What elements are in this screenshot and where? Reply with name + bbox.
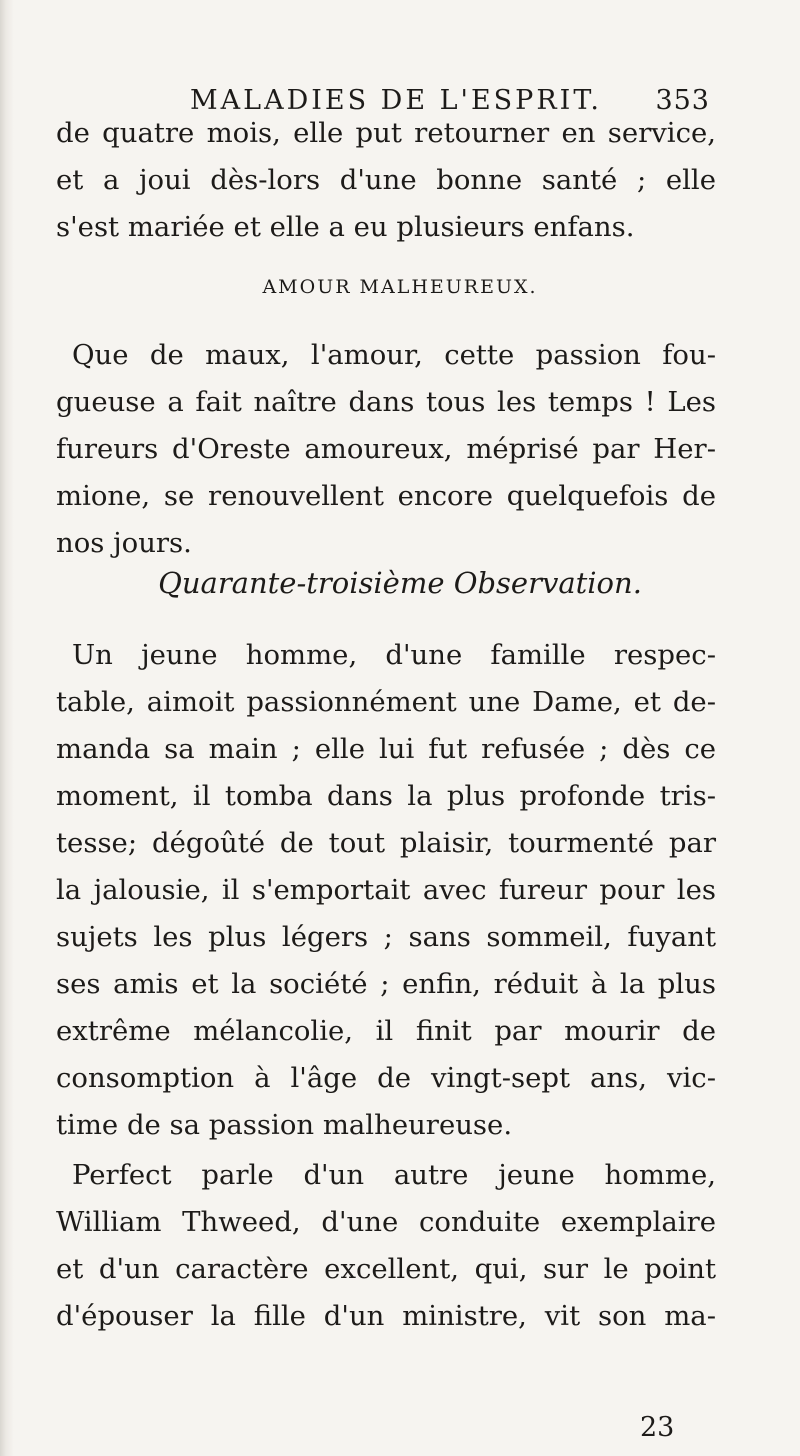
text-line: Que de maux, l'amour, cette passion fou- [72,339,716,371]
observation-title: Quarante-troisième Observation. [158,566,642,600]
text-line: William Thweed, d'une conduite exemplaire [56,1206,716,1238]
text-line: ses amis et la société ; enfin, réduit à la plus [56,968,716,1000]
text-line: table, aimoit passionnément une Dame, et de- [56,686,716,718]
text-line: d'épouser la fille d'un ministre, vit son ma- [56,1300,716,1332]
text-line: de quatre mois, elle put retourner en service, [56,117,716,149]
text-line: moment, il tomba dans la plus profonde tris- [56,780,716,812]
text-line: extrême mélancolie, il finit par mourir de [56,1015,716,1047]
text-line: fureurs d'Oreste amoureux, méprisé par Her- [56,433,716,465]
text-line: mione, se renouvellent encore quelquefois de [56,480,716,512]
text-line: Perfect parle d'un autre jeune homme, [72,1159,716,1191]
text-line: manda sa main ; elle lui fut refusée ; dès ce [56,733,716,765]
text-line: et d'un caractère excellent, qui, sur le point [56,1253,716,1285]
paragraph-amour [56,332,716,567]
text-line: time de sa passion malheureuse. [56,1109,513,1141]
paragraph-perfect [56,1152,716,1340]
paragraph-observation [56,632,716,1149]
running-head-title: MALADIES DE L'ESPRIT. [190,85,602,116]
paragraph-continuation [56,110,716,251]
text-line: tesse; dégoûté de tout plaisir, tourmenté par [56,827,716,859]
signature-mark: 23 [640,1412,675,1443]
text-line: Un jeune homme, d'une famille respec- [72,639,716,671]
text-line: s'est mariée et elle a eu plusieurs enfans. [56,211,635,243]
text-line: et a joui dès-lors d'une bonne santé ; elle [56,164,716,196]
text-line: gueuse a fait naître dans tous les temps ! Les [56,386,716,418]
section-heading: AMOUR MALHEUREUX. [262,276,538,298]
page-number: 353 [655,85,710,116]
text-line: consomption à l'âge de vingt-sept ans, vic- [56,1062,716,1094]
text-line: la jalousie, il s'emportait avec fureur pour les [56,874,716,906]
text-line: sujets les plus légers ; sans sommeil, fuyant [56,921,716,953]
text-line: nos jours. [56,527,192,559]
